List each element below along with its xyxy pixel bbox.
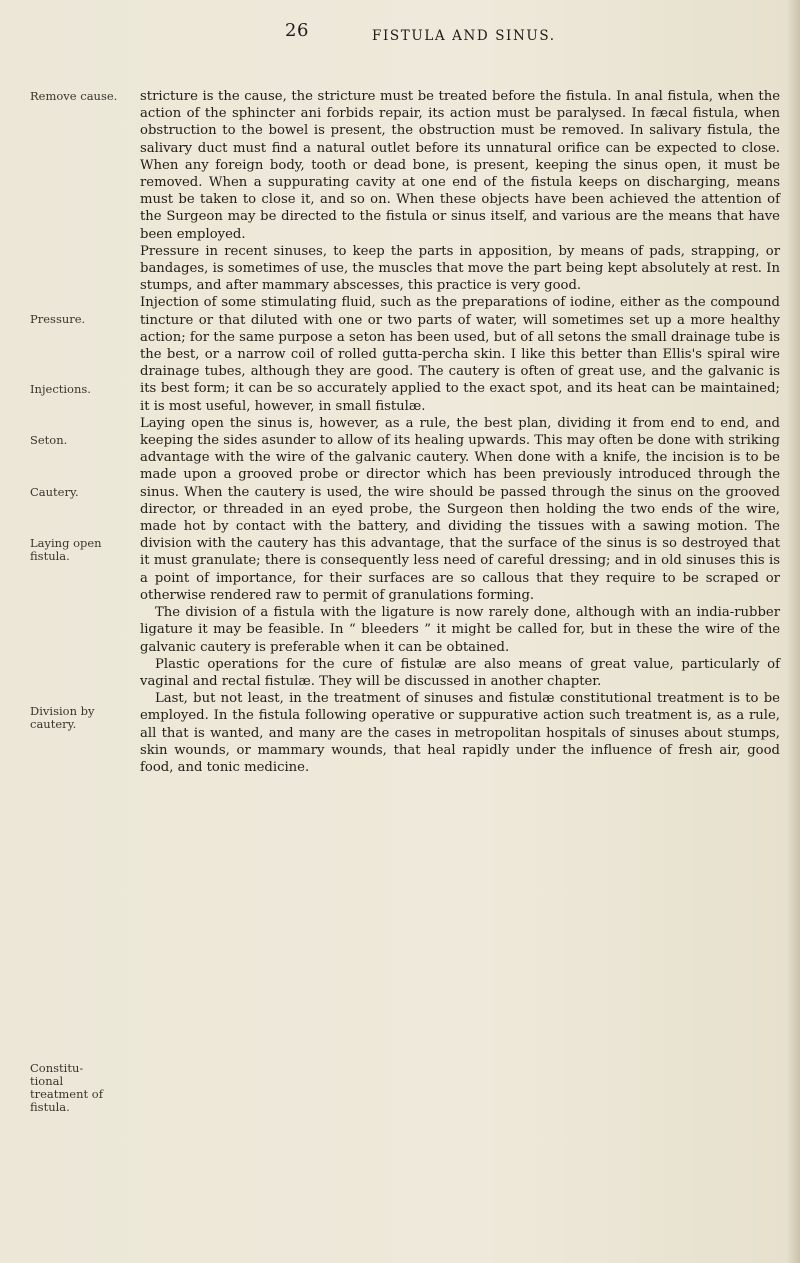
paragraph-plastic-operations: Plastic operations for the cure of fistulæ are also means of great value, particularly of vaginal and rectal fistulæ. They will be discussed in another chapter.: [140, 656, 780, 689]
margin-note-cautery: Cautery.: [30, 485, 79, 499]
margin-note-laying-open: Laying open fistula.: [30, 536, 102, 563]
paragraph-ligature: The division of a fistula with the ligature is now rarely done, although with an india-rubber ligature it may be feasible. In “ bleeders ” it might be called for, but in these the wire of the galvanic cautery is preferable when it can be obtained.: [140, 605, 780, 655]
margin-note-pressure: Pressure.: [30, 312, 86, 326]
page-header: [0, 20, 800, 50]
page-number: 26: [285, 20, 309, 41]
margin-note-seton: Seton.: [30, 433, 68, 447]
paragraph-remove-cause: stricture is the cause, the stricture must be treated before the fistula. In anal fistula, when the action of the sphincter ani forbids repair, its action must be paralysed. In fæcal fistula, when obstruction to the bowel is present, the obstruction must be removed. In salivary fistula, the salivary duct must find a natural outlet before its unnatural orifice can be expected to close. When any foreign body, tooth or dead bone, is present, keeping the sinus open, it must be removed. When a suppurating cavity at one end of the fistula keeps on discharging, means must be taken to close it, and so on. When these objects have been achieved the attention of the Surgeon may be directed to the fistula or sinus itself, and various are the means that have been employed.: [140, 89, 780, 242]
paragraph-laying-open: Laying open the sinus is, however, as a rule, the best plan, dividing it from end to end, and keeping the sides asunder to allow of its healing upwards. This may often be done with striking advantage with the wire of the galvanic cautery. When done with a knife, the incision is to be made upon a grooved probe or director which has been previously introduced through the sinus. When the cautery is used, the wire should be passed through the sinus on the grooved director, or threaded in an eyed probe, the Surgeon then holding the two ends of the wire, made hot by contact with the battery, and dividing the tissues with a sawing motion. The division with the cautery has this advantage, that the surface of the sinus is so destroyed that it must granulate; there is consequently less need of careful dressing; and in old sinuses this is a point of importance, for their surfaces are so callous that they require to be scraped or otherwise rendered raw to permit of granulations forming.: [140, 415, 780, 603]
paragraph-constitutional: Last, but not least, in the treatment of sinuses and fistulæ constitutional treatment is to be employed. In the fistula following operative or suppurative action such treatment is, as a rule, all that is wanted, and many are the cases in metropolitan hospitals of sinuses about stumps, skin wounds, or mammary wounds, that heal rapidly under the influence of fresh air, good food, and tonic medicine.: [140, 691, 780, 775]
page-edge-shadow: [786, 0, 800, 1263]
paragraph-injections: Injection of some stimulating fluid, such as the preparations of iodine, either as the compound tincture or that diluted with one or two parts of water, will sometimes set up a more healthy action; for the same purpose a seton has been used, but of all setons the small drainage tube is the best, or a narrow coil of rolled gutta-percha skin. I like this better than Ellis's spiral wire drainage tubes, although they are good. The cautery is often of great use, and the galvanic is its best form; it can be so accurately applied to the exact spot, and its heat can be maintained; it is most useful, however, in small fistulæ.: [140, 295, 780, 414]
paragraph-pressure: Pressure in recent sinuses, to keep the parts in apposition, by means of pads, strapping, or bandages, is sometimes of use, the muscles that move the part being kept absolutely at rest. In stumps, and after mammary abscesses, this practice is very good.: [140, 243, 780, 294]
running-title: FISTULA AND SINUS.: [372, 28, 556, 44]
margin-note-remove-cause: Remove cause.: [30, 89, 118, 103]
body-text: [140, 88, 780, 776]
margin-note-injections: Injections.: [30, 382, 91, 396]
margin-note-constitutional: Constitu- tional treatment of fistula.: [30, 1061, 103, 1114]
margin-note-division-by-cautery: Division by cautery.: [30, 704, 95, 731]
